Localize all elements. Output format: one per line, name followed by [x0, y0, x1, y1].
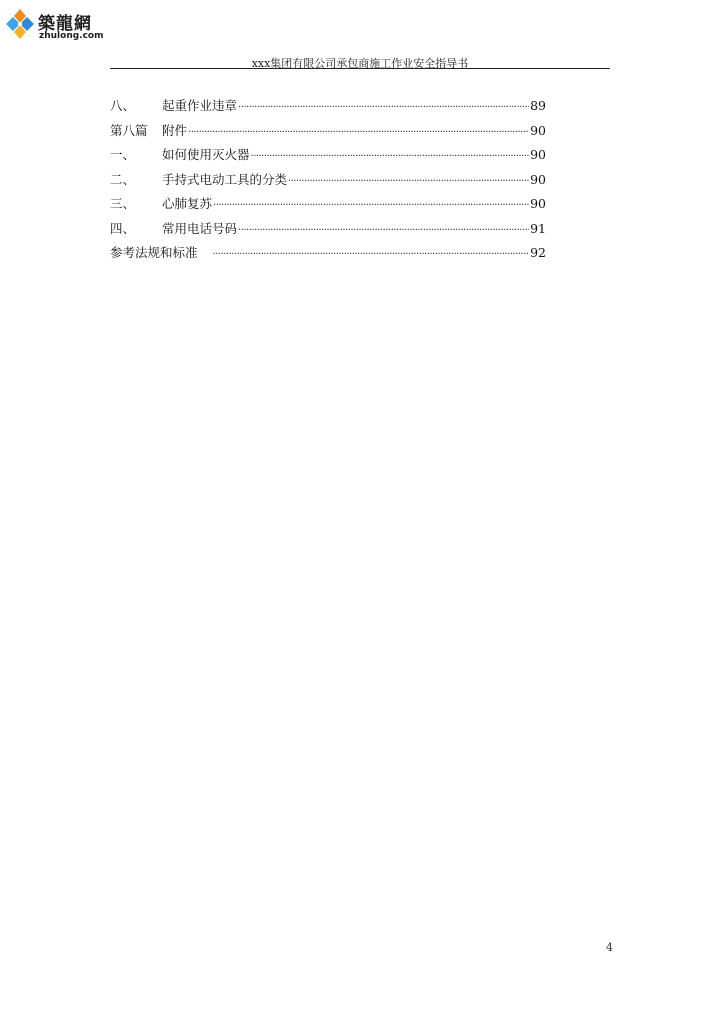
toc-entry[interactable]	[110, 219, 546, 244]
toc-dot-leader	[213, 249, 530, 260]
document-header-title: xxx集团有限公司承包商施工作业安全指导书	[251, 57, 469, 70]
toc-entry-title: 手持式电动工具的分类	[162, 171, 288, 187]
toc-dot-leader	[288, 176, 529, 187]
toc-entry-page: 90	[530, 171, 546, 187]
toc-entry-title: 参考法规和标准	[110, 245, 198, 260]
logo-icon	[4, 8, 36, 42]
toc-dot-leader	[238, 102, 529, 113]
toc-entry-page: 90	[530, 196, 546, 211]
toc-entry-number: 一、	[110, 147, 136, 162]
toc-entry-number: 第八篇	[110, 122, 148, 138]
page-number: 4	[606, 941, 613, 954]
toc-entry-title: 常用电话号码	[162, 220, 238, 236]
toc-dot-leader	[251, 151, 530, 162]
toc-entry[interactable]	[110, 243, 546, 268]
toc-entry[interactable]	[110, 194, 546, 219]
toc-entry-number: 四、	[110, 220, 136, 236]
logo-name-cn: 築龍網	[38, 14, 92, 34]
toc-entry-title: 如何使用灭火器	[162, 147, 250, 162]
toc-entry[interactable]	[110, 145, 546, 170]
toc-entry[interactable]	[110, 121, 546, 146]
table-of-contents	[110, 96, 546, 268]
toc-entry-number: 二、	[110, 171, 136, 187]
toc-entry-page: 92	[530, 245, 546, 260]
toc-entry[interactable]	[110, 170, 546, 195]
toc-entry-page: 90	[530, 122, 546, 138]
toc-dot-leader	[188, 127, 529, 138]
logo	[4, 6, 104, 46]
toc-entry-title: 心肺复苏	[162, 196, 213, 211]
toc-entry-number: 八、	[110, 98, 136, 113]
toc-dot-leader	[213, 200, 529, 211]
toc-entry-page: 91	[530, 220, 546, 236]
header-divider	[110, 68, 610, 69]
logo-name-en: zhulong.com	[39, 31, 104, 41]
toc-entry-title: 起重作业违章	[162, 98, 238, 113]
toc-entry[interactable]	[110, 96, 546, 121]
toc-entry-page: 90	[530, 147, 546, 162]
toc-entry-page: 89	[530, 98, 546, 113]
toc-entry-title: 附件	[162, 122, 188, 138]
toc-entry-number: 三、	[110, 196, 136, 211]
toc-dot-leader	[238, 225, 529, 236]
